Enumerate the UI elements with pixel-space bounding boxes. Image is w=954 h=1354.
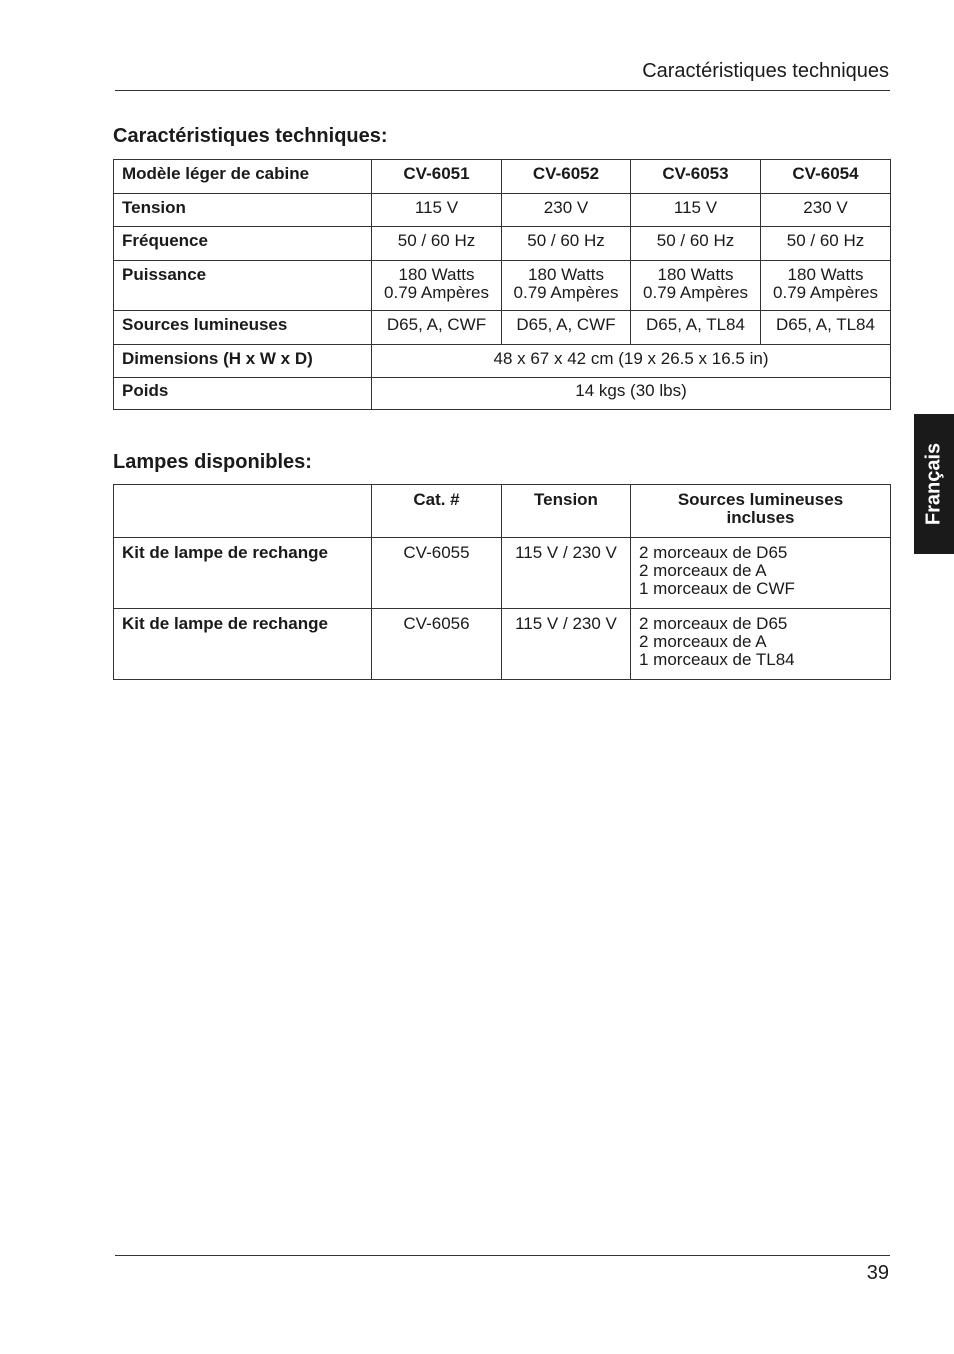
tension-cell: 115 V / 230 V <box>502 538 631 609</box>
sources-header-line: Sources lumineuses <box>677 490 844 509</box>
row-label-dimensions: Dimensions (H x W x D) <box>114 345 372 378</box>
sources-cell <box>631 609 891 680</box>
value-cell: D65, A, TL84 <box>631 311 761 345</box>
table-row <box>114 227 891 261</box>
table-row <box>114 345 891 378</box>
value-cell: D65, A, TL84 <box>761 311 891 345</box>
watts-text: 180 Watts <box>657 265 734 284</box>
value-cell: 115 V <box>372 194 502 227</box>
source-line: 2 morceaux de A <box>639 561 767 580</box>
lamps-section-title: Lampes disponibles: <box>113 451 312 473</box>
watts-text: 180 Watts <box>398 265 475 284</box>
model-header-cell: CV-6051 <box>372 160 502 194</box>
model-header-cell: CV-6052 <box>502 160 631 194</box>
table-row <box>114 261 891 311</box>
language-tab <box>914 414 954 554</box>
tension-cell: 115 V / 230 V <box>502 609 631 680</box>
footer-rule <box>115 1255 890 1256</box>
model-header-cell: CV-6053 <box>631 160 761 194</box>
table-row <box>114 194 891 227</box>
kit-name-cell: Kit de lampe de rechange <box>114 609 372 680</box>
row-label-puissance: Puissance <box>114 261 372 311</box>
value-cell: D65, A, CWF <box>372 311 502 345</box>
table-row <box>114 485 891 538</box>
tension-header-cell: Tension <box>502 485 631 538</box>
amperes-text: 0.79 Ampères <box>773 283 878 302</box>
page-number: 39 <box>866 1262 889 1284</box>
row-label-frequence: Fréquence <box>114 227 372 261</box>
value-cell: 50 / 60 Hz <box>502 227 631 261</box>
table-row <box>114 160 891 194</box>
language-tab-label: Français <box>922 442 945 526</box>
source-line: 2 morceaux de D65 <box>639 614 788 633</box>
blank-header-cell <box>114 485 372 538</box>
source-line: 1 morceaux de CWF <box>639 579 795 598</box>
row-label-sources: Sources lumineuses <box>114 311 372 345</box>
table-row <box>114 378 891 410</box>
cat-header-cell: Cat. # <box>372 485 502 538</box>
header-rule <box>115 90 890 91</box>
value-cell: 14 kgs (30 lbs) <box>372 378 891 410</box>
lamps-table <box>113 484 891 680</box>
specs-section-title: Caractéristiques techniques: <box>113 125 388 147</box>
value-cell: 50 / 60 Hz <box>761 227 891 261</box>
row-label-tension: Tension <box>114 194 372 227</box>
watts-text: 180 Watts <box>787 265 864 284</box>
value-cell: D65, A, CWF <box>502 311 631 345</box>
value-cell: 230 V <box>502 194 631 227</box>
value-cell: 50 / 60 Hz <box>372 227 502 261</box>
value-cell <box>502 261 631 311</box>
table-row <box>114 538 891 609</box>
model-header-cell: CV-6054 <box>761 160 891 194</box>
value-cell <box>761 261 891 311</box>
sources-header-cell <box>631 485 891 538</box>
header-label-cell: Modèle léger de cabine <box>114 160 372 194</box>
amperes-text: 0.79 Ampères <box>643 283 748 302</box>
value-cell: 50 / 60 Hz <box>631 227 761 261</box>
table-row <box>114 311 891 345</box>
value-cell: 115 V <box>631 194 761 227</box>
running-header: Caractéristiques techniques <box>642 60 889 82</box>
value-cell: 48 x 67 x 42 cm (19 x 26.5 x 16.5 in) <box>372 345 891 378</box>
source-line: 1 morceaux de TL84 <box>639 650 795 669</box>
sources-cell <box>631 538 891 609</box>
table-row <box>114 609 891 680</box>
value-cell <box>631 261 761 311</box>
cat-cell: CV-6056 <box>372 609 502 680</box>
source-line: 2 morceaux de A <box>639 632 767 651</box>
specs-table <box>113 159 891 410</box>
amperes-text: 0.79 Ampères <box>513 283 619 302</box>
amperes-text: 0.79 Ampères <box>384 283 489 302</box>
row-label-poids: Poids <box>114 378 372 410</box>
kit-name-cell: Kit de lampe de rechange <box>114 538 372 609</box>
watts-text: 180 Watts <box>528 265 604 284</box>
value-cell: 230 V <box>761 194 891 227</box>
sources-header-line: incluses <box>726 508 795 527</box>
cat-cell: CV-6055 <box>372 538 502 609</box>
value-cell <box>372 261 502 311</box>
source-line: 2 morceaux de D65 <box>639 543 788 562</box>
